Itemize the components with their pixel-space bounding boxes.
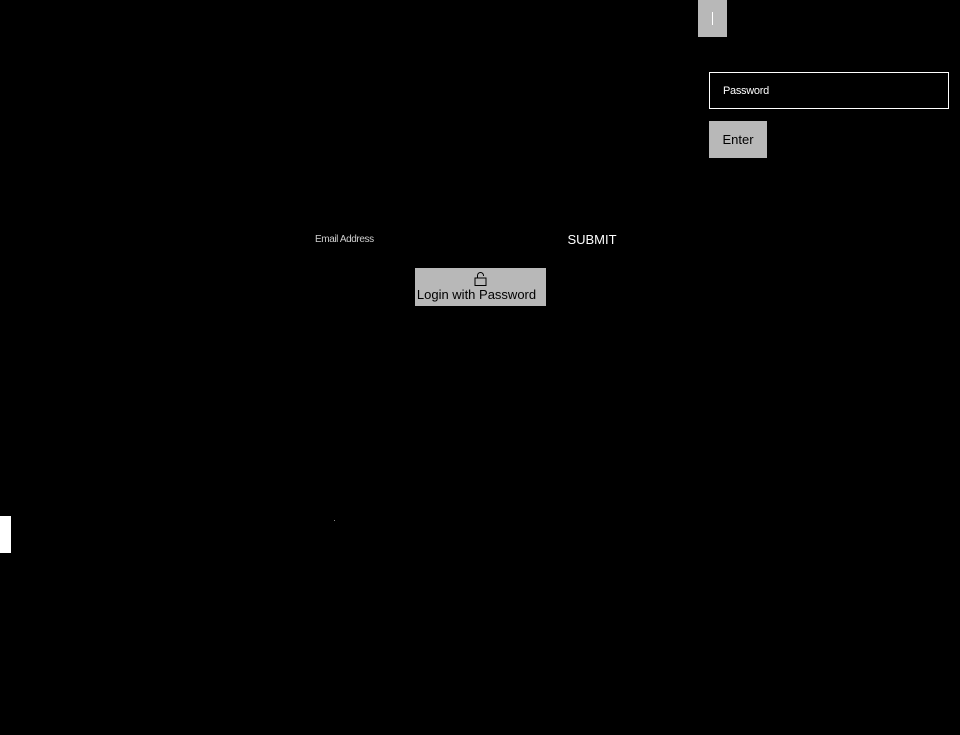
focus-dot bbox=[334, 520, 335, 521]
login-with-password-label: Login with Password bbox=[416, 287, 537, 302]
text-cursor-icon bbox=[712, 12, 713, 25]
lock-icon bbox=[474, 271, 487, 286]
submit-button[interactable]: SUBMIT bbox=[562, 229, 622, 250]
email-address-input[interactable] bbox=[302, 226, 542, 253]
password-input[interactable] bbox=[709, 72, 949, 109]
side-edge-tab[interactable] bbox=[0, 516, 11, 553]
top-toggle-button[interactable] bbox=[698, 0, 727, 37]
enter-button[interactable]: Enter bbox=[709, 121, 767, 158]
login-with-password-button[interactable] bbox=[415, 268, 546, 306]
